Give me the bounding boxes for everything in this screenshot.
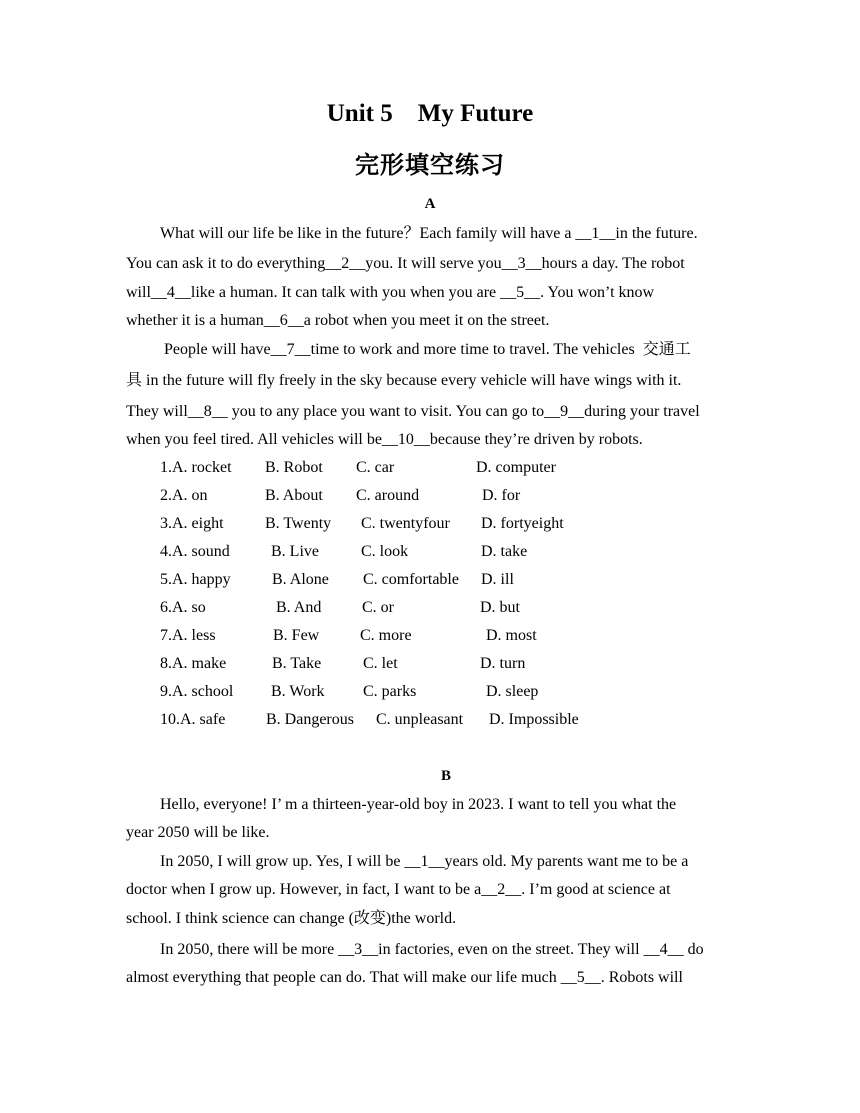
passage-a-line: whether it is a human__6__a robot when you meet it on the street. xyxy=(126,312,550,329)
option-c: C. comfortable xyxy=(363,571,459,588)
option-b: B. Few xyxy=(273,627,320,644)
option-a: 2.A. on xyxy=(160,487,208,504)
option-d: D. turn xyxy=(480,655,526,672)
option-a: 10.A. safe xyxy=(160,711,226,728)
passage-a-line: 具 in the future will fly freely in the sky because every vehicle will have wings with it. xyxy=(126,372,682,389)
section-a-label: A xyxy=(424,196,436,212)
option-b: B. Take xyxy=(272,655,322,672)
passage-a-line: They will__8__ you to any place you want to visit. You can go to__9__during your travel xyxy=(126,403,700,420)
option-d: D. but xyxy=(480,599,520,616)
option-a: 6.A. so xyxy=(160,599,206,616)
passage-a-line: People will have__7__time to work and more time to travel. The vehicles 交通工 xyxy=(164,341,691,358)
option-b: B. Work xyxy=(271,683,325,700)
option-a: 3.A. eight xyxy=(160,515,224,532)
option-d: D. Impossible xyxy=(489,711,579,728)
option-c: C. parks xyxy=(363,683,417,700)
option-c: C. look xyxy=(361,543,409,560)
option-a: 9.A. school xyxy=(160,683,234,700)
option-b: B. Robot xyxy=(265,459,323,476)
option-c: C. twentyfour xyxy=(361,515,450,532)
option-d: D. take xyxy=(481,543,528,560)
option-a: 1.A. rocket xyxy=(160,459,232,476)
passage-b-line: In 2050, there will be more __3__in factories, even on the street. They will __4__ do xyxy=(160,941,704,958)
passage-a-line: when you feel tired. All vehicles will be__10__because they’re driven by robots. xyxy=(126,431,643,448)
passage-b-line: doctor when I grow up. However, in fact, I want to be a__2__. I’m good at science at xyxy=(126,881,671,898)
option-a: 5.A. happy xyxy=(160,571,231,588)
section-b-label: B xyxy=(440,768,451,784)
option-b: B. About xyxy=(265,487,323,504)
option-b: B. Twenty xyxy=(265,515,332,532)
option-c: C. around xyxy=(356,487,420,504)
option-d: D. ill xyxy=(481,571,514,588)
option-a: 7.A. less xyxy=(160,627,216,644)
passage-b-line: In 2050, I will grow up. Yes, I will be __1__years old. My parents want me to be a xyxy=(160,853,689,870)
passage-a-line: You can ask it to do everything__2__you. It will serve you__3__hours a day. The robot xyxy=(126,255,685,272)
option-c: C. let xyxy=(363,655,398,672)
option-d: D. for xyxy=(482,487,521,504)
option-d: D. fortyeight xyxy=(481,515,564,532)
page-subtitle: 完形填空练习 xyxy=(355,153,505,179)
passage-a-line: What will our life be like in the future？Each family will have a __1__in the future. xyxy=(160,225,698,242)
passage-b-line: Hello, everyone! I’ m a thirteen-year-old boy in 2023. I want to tell you what the xyxy=(160,796,677,813)
option-c: C. or xyxy=(362,599,394,616)
passage-a-line: will__4__like a human. It can talk with you when you are __5__. You won’t know xyxy=(126,284,655,301)
passage-b-line: school. I think science can change (改变)the world. xyxy=(126,910,457,927)
passage-b-line: almost everything that people can do. That will make our life much __5__. Robots will xyxy=(126,969,683,986)
option-b: B. And xyxy=(276,599,322,616)
option-c: C. unpleasant xyxy=(376,711,464,728)
option-b: B. Alone xyxy=(272,571,329,588)
option-b: B. Live xyxy=(271,543,319,560)
option-b: B. Dangerous xyxy=(266,711,354,728)
option-d: D. sleep xyxy=(486,683,539,700)
option-a: 4.A. sound xyxy=(160,543,230,560)
option-d: D. computer xyxy=(476,459,556,476)
passage-b-line: year 2050 will be like. xyxy=(126,824,270,841)
option-c: C. more xyxy=(360,627,412,644)
option-a: 8.A. make xyxy=(160,655,227,672)
page-title: Unit 5 My Future xyxy=(326,100,534,127)
option-d: D. most xyxy=(486,627,537,644)
option-c: C. car xyxy=(356,459,395,476)
